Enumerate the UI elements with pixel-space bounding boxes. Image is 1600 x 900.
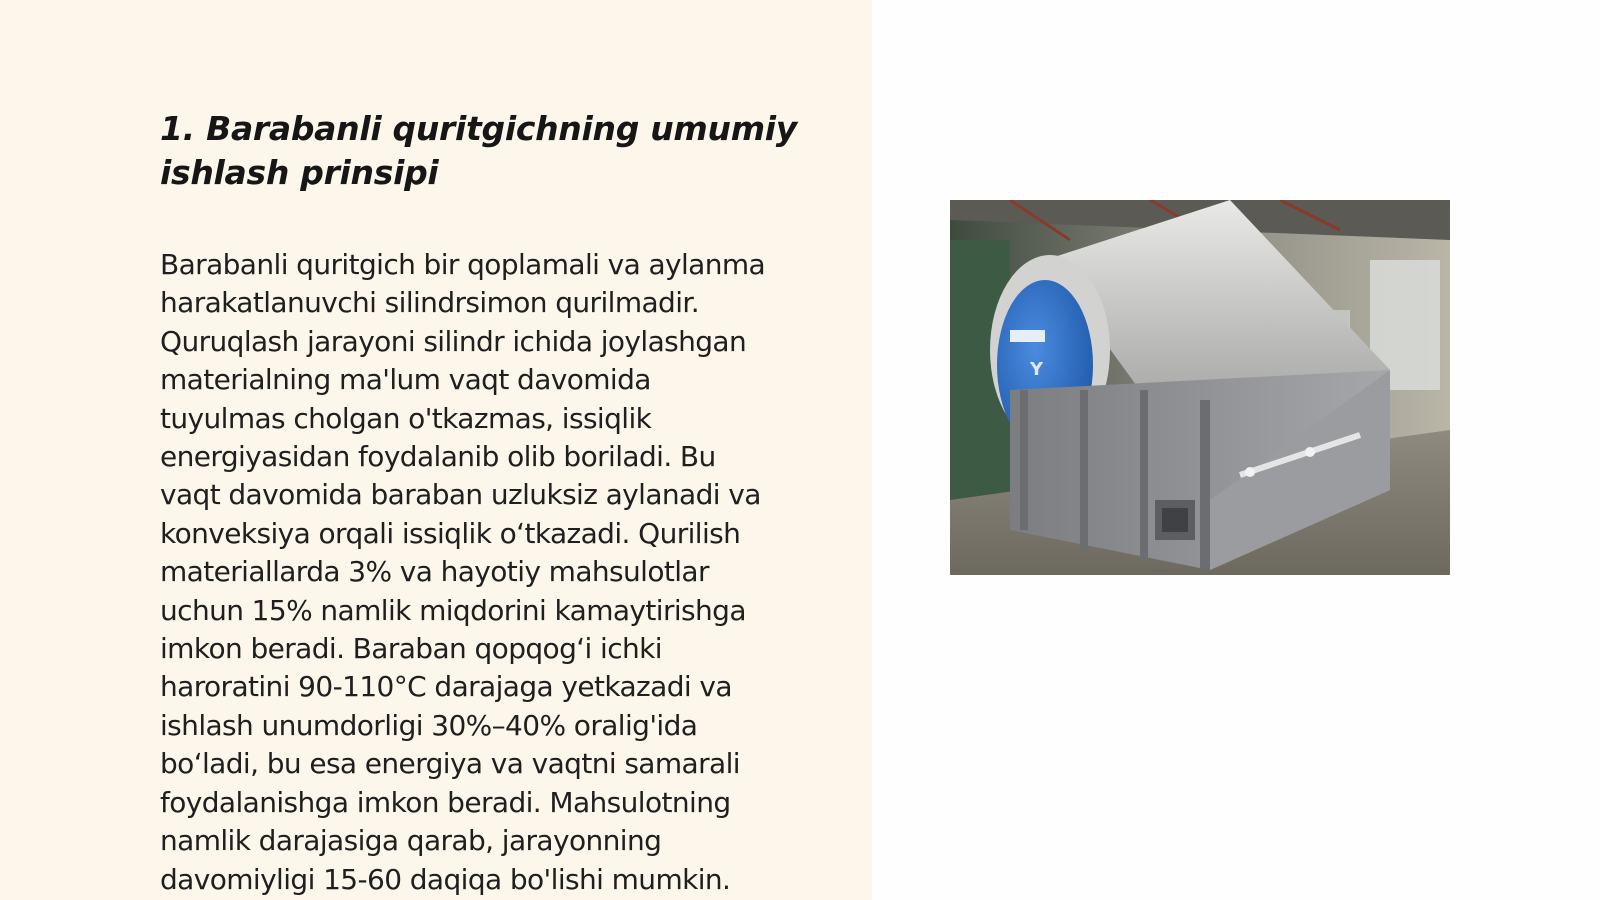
- slide-body-text: Barabanli quritgich bir qoplamali va aylanma harakatlanuvchi silindrsimon qurilmadir. Quruqlash jarayoni silindr ichida joylashgan materialning ma'lum vaqt davomida tuyulmas cholgan o'tkazmas, issiqlik energiyasidan foydalanib olib boriladi. Bu vaqt davomida baraban uzluksiz aylanadi va konveksiya orqali issiqlik oʻtkazadi. Qurilish materiallarda 3% va hayotiy mahsulotlar uchun 15% namlik miqdorini kamaytirishga imkon beradi. Baraban qopqogʻi ichki haroratini 90-110°C darajaga yetkazadi va ishlash unumdorligi 30%–40% oralig'ida boʻladi, bu esa energiya va vaqtni samarali foydalanishga imkon beradi. Mahsulotning namlik darajasiga qarab, jarayonning davomiyligi 15-60 daqiqa bo'lishi mumkin.: [160, 248, 766, 896]
- svg-text:Y: Y: [1030, 359, 1044, 380]
- slide-title: 1. Barabanli quritgichning umumiy ishlash prinsipi: [160, 109, 798, 192]
- drum-dryer-illustration: [950, 200, 1450, 575]
- rotary-drum-dryer-photo-icon: [950, 200, 1450, 575]
